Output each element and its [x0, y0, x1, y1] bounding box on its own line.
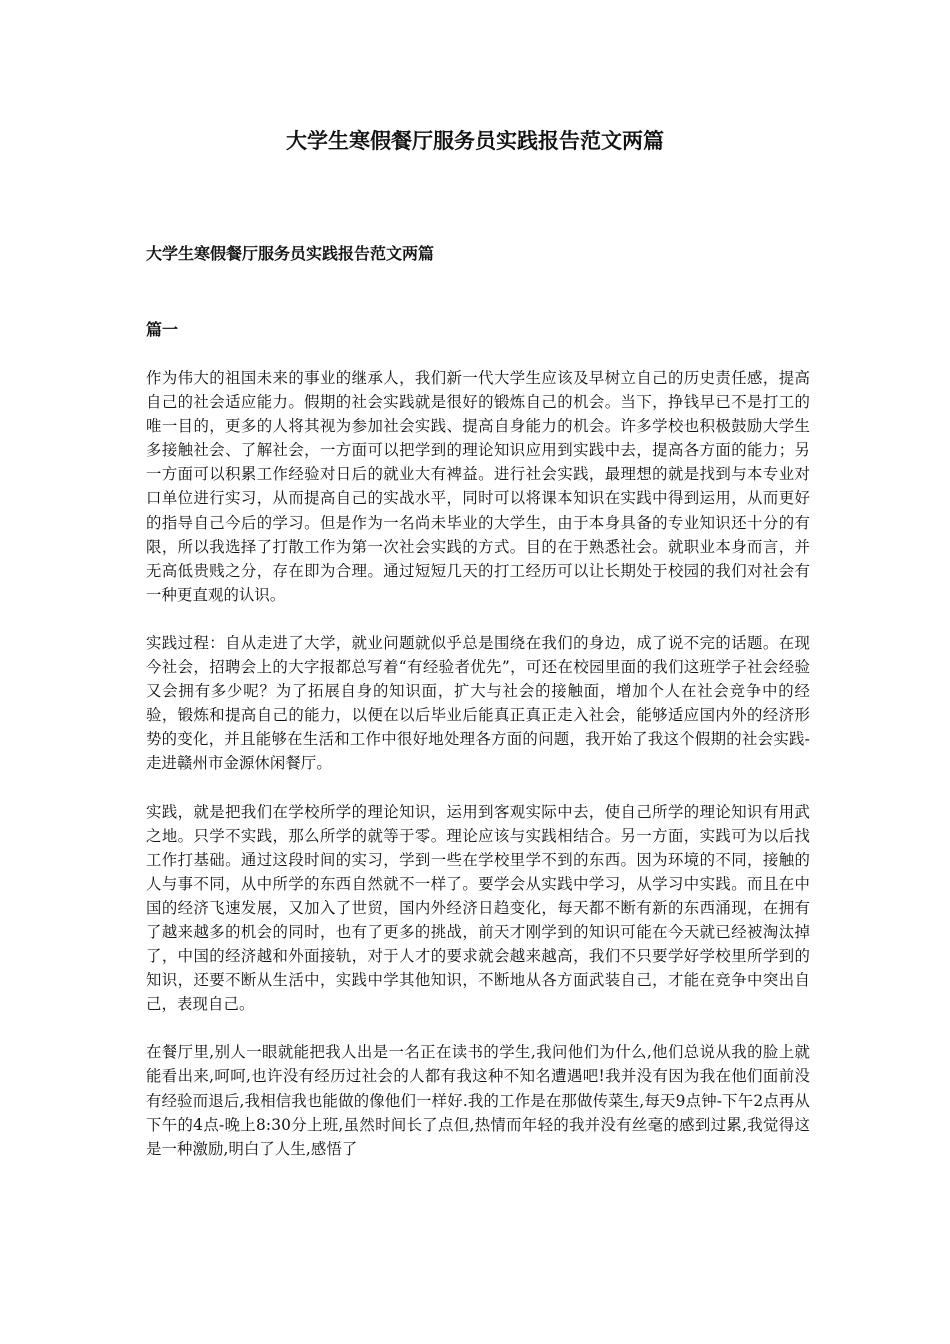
section-title: 篇一	[146, 320, 179, 339]
paragraph-2: 实践过程：自从走进了大学，就业问题就似乎总是围绕在我们的身边，成了说不完的话题。在现今社会，招聘会上的大字报都总写着“有经验者优先”，可还在校园里面的我们这班学子社会经验又会拥有多少呢？为了拓展自身的知识面，扩大与社会的接触面，增加个人在社会竞争中的经验，锻炼和提高自己的能力，以便在以后毕业后能真正真正走入社会，能够适应国内外的经济形势的变化，并且能够在生活和工作中很好地处理各方面的问题，我开始了我这个假期的社会实践-走进赣州市金源休闲餐厅。	[146, 633, 810, 773]
paragraph-1: 作为伟大的祖国未来的事业的继承人，我们新一代大学生应该及早树立自己的历史责任感，提高自己的社会适应能力。假期的社会实践就是很好的锻炼自己的机会。当下，挣钱早已不是打工的唯一目的，更多的人将其视为参加社会实践、提高自身能力的机会。许多学校也积极鼓励大学生多接触社会、了解社会，一方面可以把学到的理论知识应用到实践中去，提高各方面的能力；另一方面可以积累工作经验对日后的就业大有裨益。进行社会实践，最理想的就是找到与本专业对口单位进行实习，从而提高自己的实战水平，同时可以将课本知识在实践中得到运用，从而更好的指导自己今后的学习。但是作为一名尚未毕业的大学生，由于本身具备的专业知识还十分的有限，所以我选择了打散工作为第一次社会实践的方式。目的在于熟悉社会。就职业本身而言，并无高低贵贱之分，存在即为合理。通过短短几天的打工经历可以让长期处于校园的我们对社会有一种更直观的认识。	[146, 369, 810, 604]
paragraph-4: 在餐厅里,别人一眼就能把我人出是一名正在读书的学生,我问他们为什么,他们总说从我的脸上就能看出来,呵呵,也许没有经历过社会的人都有我这种不知名遭遇吧!我并没有因为我在他们面前没有经验而退后,我相信我也能做的像他们一样好.我的工作是在那做传菜生,每天9点钟-下午2点再从下午的4点-晚上8:30分上班,虽然时间长了点但,热情而年轻的我并没有丝毫的感到过累,我觉得这是一种激励,明白了人生,感悟了	[146, 1043, 810, 1158]
paragraph-3: 实践，就是把我们在学校所学的理论知识，运用到客观实际中去，使自己所学的理论知识有用武之地。只学不实践，那么所学的就等于零。理论应该与实践相结合。另一方面，实践可为以后找工作打基础。通过这段时间的实习，学到一些在学校里学不到的东西。因为环境的不同，接触的人与事不同，从中所学的东西自然就不一样了。要学会从实践中学习，从学习中实践。而且在中国的经济飞速发展，又加入了世贸，国内外经济日趋变化，每天都不断有新的东西涌现，在拥有了越来越多的机会的同时，也有了更多的挑战，前天才刚学到的知识可能在今天就已经被淘汰掉了，中国的经济越和外面接轨，对于人才的要求就会越来越高，我们不只要学好学校里所学到的知识，还要不断从生活中，实践中学其他知识，不断地从各方面武装自己，才能在竞争中突出自己，表现自己。	[146, 802, 810, 1014]
document-body	[146, 366, 810, 1185]
document-subtitle: 大学生寒假餐厅服务员实践报告范文两篇	[146, 244, 435, 263]
document-title: 大学生寒假餐厅服务员实践报告范文两篇	[286, 129, 664, 153]
